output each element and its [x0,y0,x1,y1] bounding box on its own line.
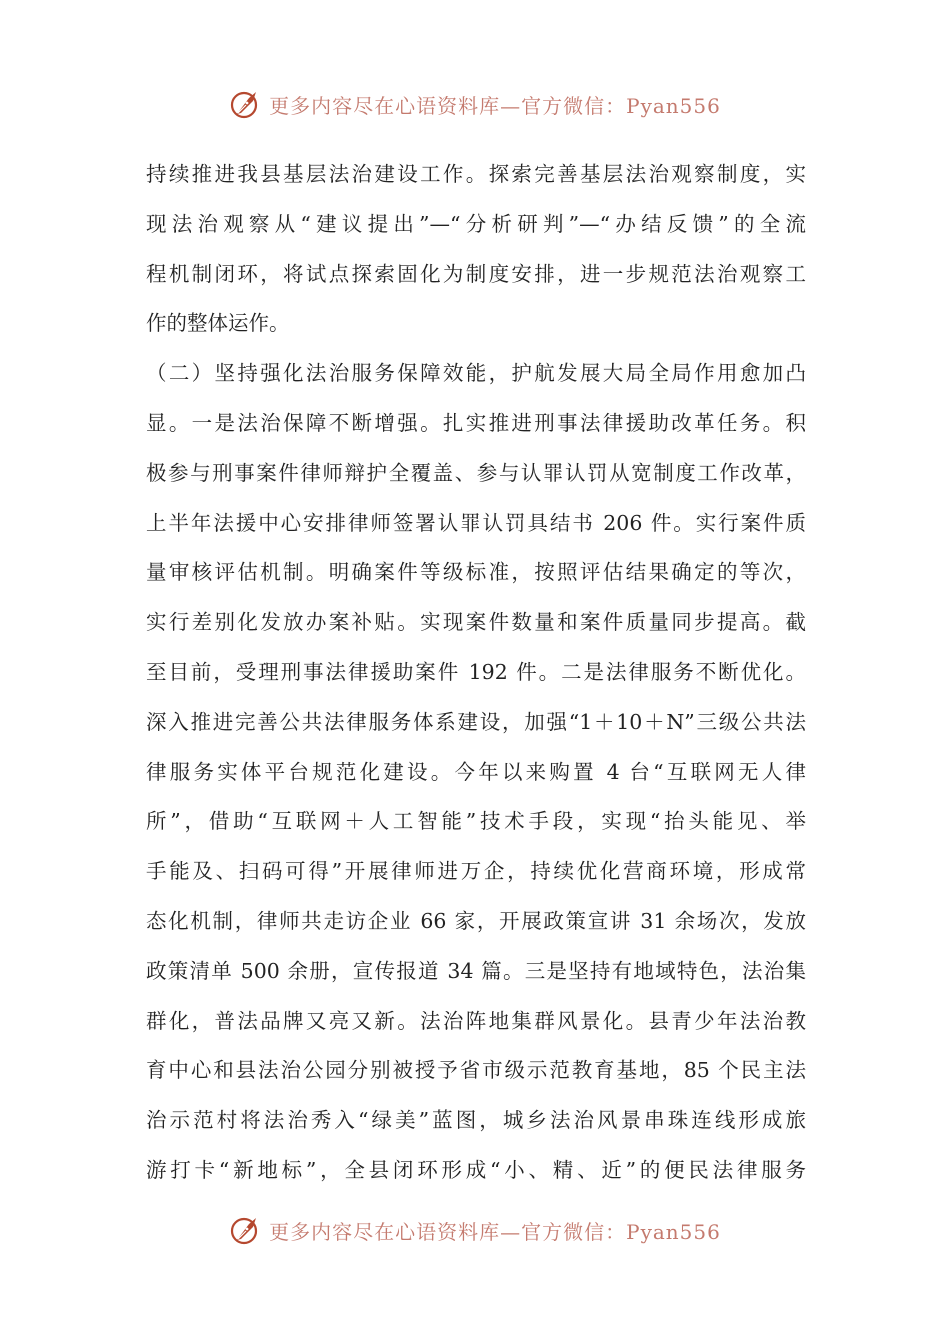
pen-nib-logo-icon [229,1213,263,1247]
pen-nib-logo-icon [229,87,263,121]
body-text-line: 量审核评估机制。明确案件等级标准，按照评估结果确定的等次， [146,560,806,585]
body-text-line: 实行差别化发放办案补贴。实现案件数量和案件质量同步提高。截 [146,610,806,635]
body-text-line: 深入推进完善公共法律服务体系建设，加强“1＋10＋N”三级公共法 [146,709,806,734]
body-text-line: （二）坚持强化法治服务保障效能，护航发展大局全局作用愈加凸 [146,361,806,386]
footer-banner [0,1210,950,1250]
body-text-line: 现法治观察从“建议提出”—“分析研判”—“办结反馈”的全流 [146,211,806,236]
body-text-line: 手能及、扫码可得”开展律师进万企，持续优化营商环境，形成常 [146,859,806,884]
body-text-line: 群化，普法品牌又亮又新。法治阵地集群风景化。县青少年法治教 [146,1008,806,1033]
footer-banner-text: 更多内容尽在心语资料库—官方微信：Pyan556 [269,1219,721,1244]
body-text-line: 游打卡“新地标”，全县闭环形成“小、精、近”的便民法律服务 [146,1157,806,1182]
body-text-line: 育中心和县法治公园分别被授予省市级示范教育基地，85 个民主法 [146,1058,806,1083]
body-text-line: 显。一是法治保障不断增强。扎实推进刑事法律援助改革任务。积 [146,410,806,435]
body-text-line: 极参与刑事案件律师辩护全覆盖、参与认罪认罚从宽制度工作改革， [146,460,806,485]
body-text-line: 上半年法援中心安排律师签署认罪认罚具结书 206 件。实行案件质 [146,510,806,535]
body-text-line: 律服务实体平台规范化建设。今年以来购置 4 台“互联网无人律 [146,759,806,784]
body-text-line: 态化机制，律师共走访企业 66 家，开展政策宣讲 31 余场次，发放 [146,908,806,933]
body-text-line: 所”，借助“互联网＋人工智能”技术手段，实现“抬头能见、举 [146,809,806,834]
body-text-line: 程机制闭环，将试点探索固化为制度安排，进一步规范法治观察工 [146,261,806,286]
body-text-line: 作的整体运作。 [146,311,290,336]
header-banner [0,84,950,124]
body-text-line: 持续推进我县基层法治建设工作。探索完善基层法治观察制度，实 [146,162,806,186]
body-text-line: 至目前，受理刑事法律援助案件 192 件。二是法律服务不断优化。 [146,659,806,684]
body-text-line: 政策清单 500 余册，宣传报道 34 篇。三是坚持有地域特色，法治集 [146,958,806,983]
header-banner-text: 更多内容尽在心语资料库—官方微信：Pyan556 [269,93,721,118]
document-body [146,150,806,1196]
body-text-line: 治示范村将法治秀入“绿美”蓝图，城乡法治风景串珠连线形成旅 [146,1108,806,1133]
